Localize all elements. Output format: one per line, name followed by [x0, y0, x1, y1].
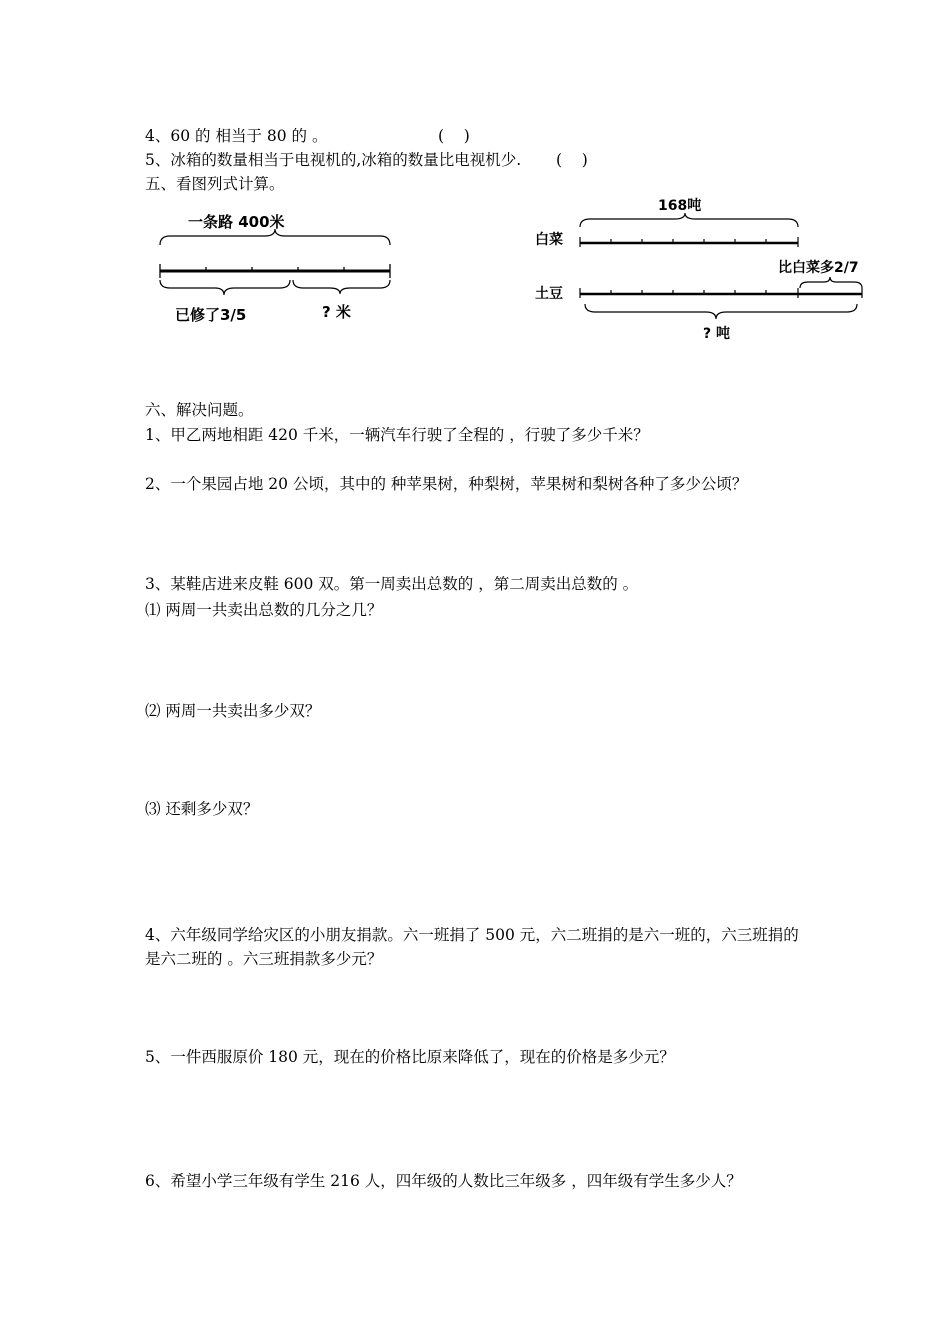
problem-3-part-3: ⑶ 还剩多少双？ [145, 800, 259, 818]
potato-unknown-label: ? 吨 [703, 326, 730, 342]
true-false-item-4: 4、60 的 相当于 80 的 。 [145, 127, 328, 145]
remaining-label: ? 米 [322, 303, 351, 321]
problem-3-part-2: ⑵ 两周一共卖出多少双？ [145, 702, 321, 720]
top-brace [160, 229, 390, 245]
cabbage-row-label: 白菜 [535, 232, 563, 248]
problem-3: 3、某鞋店进来皮鞋 600 双。第一周卖出总数的 ，第二周卖出总数的 。 [145, 575, 639, 593]
cabbage-total-label: 168吨 [658, 198, 702, 214]
problem-6: 6、希望小学三年级有学生 216 人，四年级的人数比三年级多 ，四年级有学生多少人？ [145, 1172, 742, 1190]
potato-row-label: 土豆 [535, 286, 563, 302]
cabbage-brace [580, 213, 798, 227]
remaining-brace [293, 280, 390, 294]
more-than-cabbage-label: 比白菜多2/7 [778, 260, 859, 276]
problem-1: 1、甲乙两地相距 420 千米，一辆汽车行驶了全程的 ，行驶了多少千米？ [145, 426, 649, 444]
potato-brace [585, 304, 857, 319]
problem-5: 5、一件西服原价 180 元，现在的价格比原来降低了，现在的价格是多少元？ [145, 1048, 675, 1066]
true-false-item-5: 5、冰箱的数量相当于电视机的,冰箱的数量比电视机少. [145, 151, 522, 169]
problem-3-part-1: ⑴ 两周一共卖出总数的几分之几？ [145, 601, 383, 619]
extra-brace [800, 277, 862, 288]
problem-4: 4、六年级同学给灾区的小朋友捐款。六一班捐了 500 元，六二班捐的是六一班的，六三班捐的是六二班的 。六三班捐款多少元？ [145, 926, 799, 968]
section-5-heading: 五、看图列式计算。 [145, 175, 285, 193]
road-diagram [150, 200, 400, 330]
repaired-brace [160, 280, 290, 295]
answer-blank-4: ( ) [438, 127, 470, 145]
repaired-label: 已修了3/5 [175, 306, 247, 324]
road-total-label: 一条路 400米 [188, 213, 285, 231]
answer-blank-5: ( ) [556, 151, 588, 169]
section-6-heading: 六、解决问题。 [145, 401, 254, 419]
cabbage-potato-diagram [530, 192, 900, 352]
problem-2: 2、一个果园占地 20 公顷，其中的 种苹果树，种梨树，苹果树和梨树各种了多少公顷？ [145, 475, 748, 493]
